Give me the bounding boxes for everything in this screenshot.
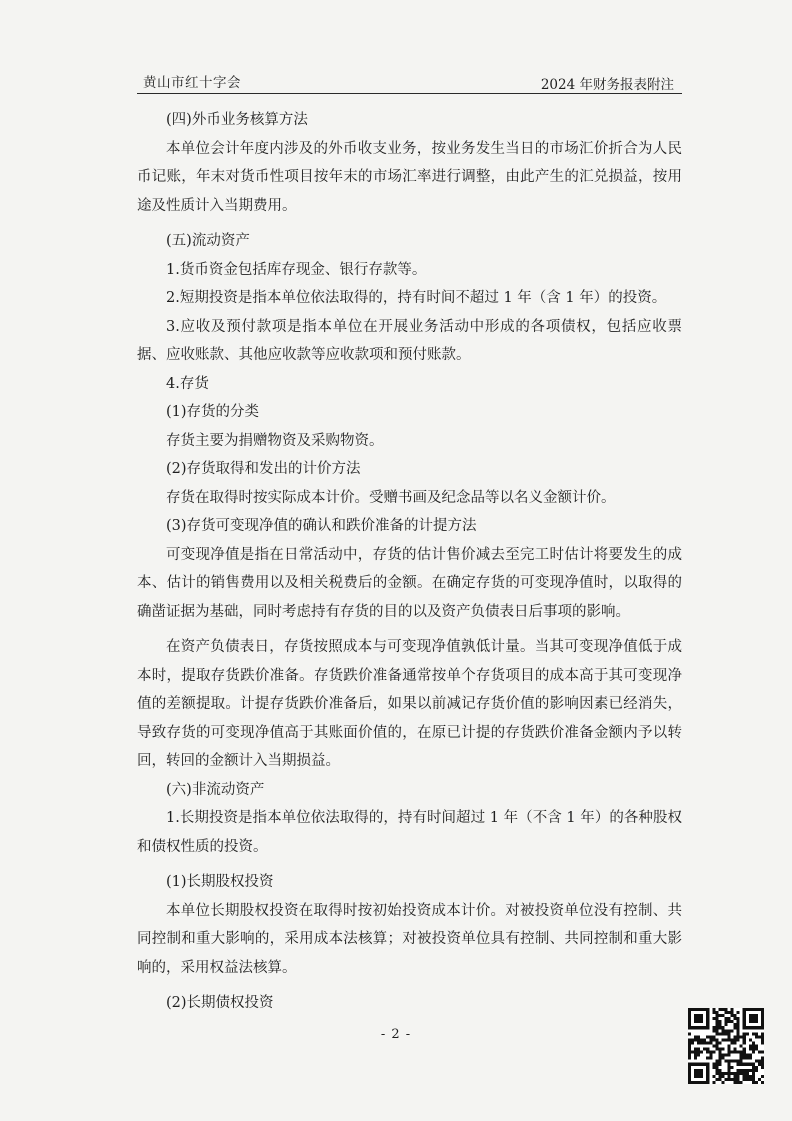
subheading-inventory: 4.存货 (166, 375, 209, 392)
paragraph-long-term-equity: 本单位长期股权投资在取得时按初始投资成本计价。对被投资单位没有控制、共同控制和重大影响的，采用成本法核算；对被投资单位具有控制、共同控制和重大影响的，采用权益法核算。 (137, 902, 682, 976)
paragraph-short-term-investment: 2.短期投资是指本单位依法取得的，持有时间不超过 1 年（含 1 年）的投资。 (166, 290, 667, 306)
document-body (137, 106, 682, 1018)
header-divider (137, 93, 682, 94)
header-document-title: 2024 年财务报表附注 (540, 77, 674, 93)
paragraph-long-term-investment: 1.长期投资是指本单位依法取得的，持有时间超过 1 年（不含 1 年）的各种股权和债权性质的投资。 (137, 810, 682, 855)
paragraph-receivables: 3.应收及预付款项是指本单位在开展业务活动中形成的各项债权，包括应收票据、应收账款、其他应收款等应收款项和预付账款。 (137, 318, 682, 363)
subheading-net-realizable-value: (3)存货可变现净值的确认和跌价准备的计提方法 (166, 518, 477, 534)
section-heading-foreign-currency: (四)外币业务核算方法 (166, 112, 308, 128)
paragraph-net-realizable-value: 可变现净值是指在日常活动中，存货的估计售价减去至完工时估计将要发生的成本、估计的销售费用以及相关税费后的金额。在确定存货的可变现净值时，以取得的确凿证据为基础，同时考虑持有存货的目的以及资产负债表日后事项的影响。 (137, 546, 682, 620)
subheading-inventory-valuation: (2)存货取得和发出的计价方法 (166, 461, 361, 477)
subheading-long-term-debt: (2)长期债权投资 (166, 995, 274, 1011)
page-number: - 2 - (380, 1027, 412, 1042)
paragraph-foreign-currency: 本单位会计年度内涉及的外币收支业务，按业务发生当日的市场汇价折合为人民币记账，年末对货币性项目按年末的市场汇率进行调整，由此产生的汇兑损益，按用途及性质计入当期费用。 (137, 140, 682, 214)
section-heading-current-assets: (五)流动资产 (166, 233, 250, 249)
paragraph-inventory-classification: 存货主要为捐赠物资及采购物资。 (166, 432, 384, 449)
qr-code-icon (688, 1008, 764, 1084)
paragraph-monetary-funds: 1.货币资金包括库存现金、银行存款等。 (166, 261, 427, 278)
subheading-inventory-classification: (1)存货的分类 (166, 404, 260, 420)
paragraph-impairment-provision: 在资产负债表日，存货按照成本与可变现净值孰低计量。当其可变现净值低于成本时，提取存货跌价准备。存货跌价准备通常按单个存货项目的成本高于其可变现净值的差额提取。计提存货跌价准备后，如果以前减记存货价值的影响因素已经消失，导致存货的可变现净值高于其账面价值的，在原已计提的存货跌价准备金额内予以转回，转回的金额计入当期损益。 (137, 639, 682, 769)
section-heading-non-current-assets: (六)非流动资产 (166, 781, 265, 798)
subheading-long-term-equity: (1)长期股权投资 (166, 874, 274, 890)
paragraph-inventory-valuation: 存货在取得时按实际成本计价。受赠书画及纪念品等以名义金额计价。 (166, 489, 616, 506)
header-organization: 黄山市红十字会 (143, 75, 241, 91)
